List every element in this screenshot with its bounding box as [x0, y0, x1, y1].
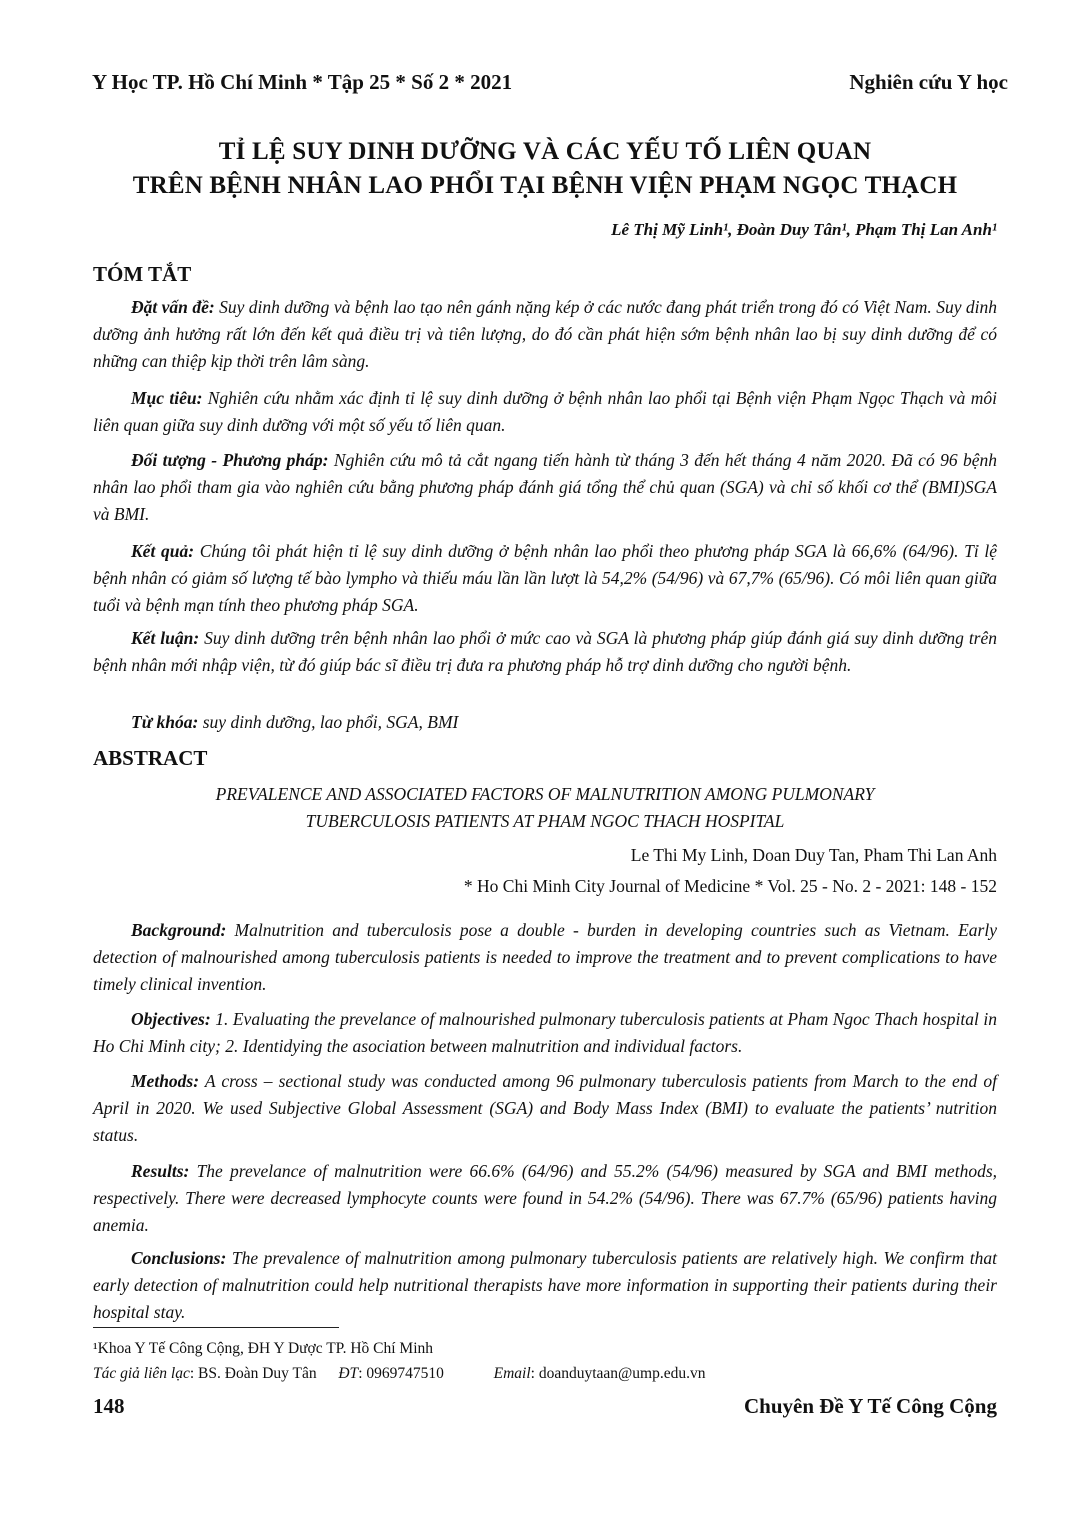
en-methods-label: Methods:: [131, 1071, 200, 1091]
en-authors: Le Thi My Linh, Doan Duy Tan, Pham Thi Lan Anh: [630, 845, 997, 865]
phone-label: ĐT: [338, 1365, 359, 1382]
contact-phone: : 0969747510: [358, 1365, 444, 1382]
vn-conclusion-text: Suy dinh dưỡng trên bệnh nhân lao phổi ở mức cao và SGA là phương pháp giúp đánh giá suy dinh dưỡng trên bệnh nhân mới nhập viện, từ đó giúp bác sĩ điều trị đưa ra phương pháp hỗ trợ dinh dưỡng cho người bệnh.: [93, 628, 998, 675]
vn-results-text: Chúng tôi phát hiện tỉ lệ suy dinh dưỡng ở bệnh nhân lao phổi theo phương pháp SGA là 66,6% (64/96). Tỉ lệ bệnh nhân có giảm số lượng tế bào lympho và thiếu máu lần lần lượt là 54,2% (54/96) và 67,7% (65/96). Có môi liên quan giữa tuổi và bệnh mạn tính theo phương pháp SGA.: [93, 541, 998, 615]
en-citation: * Ho Chi Minh City Journal of Medicine * Vol. 25 - No. 2 - 2021: 148 - 152: [463, 876, 997, 896]
vn-results-label: Kết quả:: [131, 541, 195, 561]
en-objectives-text: 1. Evaluating the prevelance of malnourished pulmonary tuberculosis patients at Pham Ngoc Thach hospital in Ho Chi Minh city; 2. Identidying the asociation between malnutrition and individual factors.: [93, 1009, 998, 1056]
en-title-line2: TUBERCULOSIS PATIENTS AT PHAM NGOC THACH HOSPITAL: [305, 811, 785, 831]
vn-objective-paragraph: [93, 385, 997, 439]
article-title-line1: TỈ LỆ SUY DINH DƯỠNG VÀ CÁC YẾU TỐ LIÊN QUAN: [218, 138, 872, 165]
vn-abstract-heading: TÓM TẮT: [93, 262, 192, 286]
vn-conclusion-label: Kết luận:: [131, 628, 200, 648]
footnote-affiliation: ¹Khoa Y Tế Công Cộng, ĐH Y Dược TP. Hồ Chí Minh: [93, 1340, 434, 1357]
vn-keywords-text: suy dinh dưỡng, lao phổi, SGA, BMI: [202, 712, 459, 732]
vn-methods-label: Đối tượng - Phương pháp:: [131, 450, 329, 470]
en-methods-text: A cross – sectional study was conducted among 96 pulmonary tuberculosis patients from March to the end of April in 2020. We used Subjective Global Assessment (SGA) and Body Mass Index (BMI) to evaluate the patients’ nutrition status.: [93, 1071, 997, 1145]
contact-label: Tác giả liên lạc: [93, 1365, 190, 1382]
en-objectives-label: Objectives:: [131, 1009, 211, 1029]
en-results-label: Results:: [131, 1161, 190, 1181]
footer-section: Chuyên Đề Y Tế Công Cộng: [743, 1394, 997, 1418]
vn-methods-paragraph: [93, 447, 997, 528]
en-background-paragraph: [93, 917, 997, 998]
vn-background-paragraph: [93, 294, 997, 375]
vn-objective-label: Mục tiêu:: [131, 388, 203, 408]
vn-conclusion-paragraph: [93, 625, 997, 679]
en-conclusions-text: The prevalence of malnutrition among pulmonary tuberculosis patients are relatively high. We confirm that early detection of malnutrition could help nutritional therapists have more information in supporting their patients during their hospital stay.: [93, 1248, 997, 1322]
vn-methods-text: Nghiên cứu mô tả cắt ngang tiến hành từ tháng 3 đến hết tháng 4 năm 2020. Đã có 96 bệnh nhân lao phổi tham gia vào nghiên cứu bằng phương pháp đánh giá tổng thể chủ quan (SGA) và chỉ số khối cơ thể (BMI)SGA và BMI.: [93, 450, 998, 524]
journal-header: Y Học TP. Hồ Chí Minh * Tập 25 * Số 2 * 2021: [92, 70, 513, 94]
en-conclusions-paragraph: [93, 1245, 997, 1326]
en-methods-paragraph: [93, 1068, 997, 1149]
en-results-paragraph: [93, 1158, 997, 1239]
en-background-text: Malnutrition and tuberculosis pose a double - burden in developing countries such as Vietnam. Early detection of malnourished among tuberculosis patients is needed to improve the treatment and to prevent complications to have timely clinical invention.: [93, 920, 997, 994]
en-background-label: Background:: [131, 920, 227, 940]
en-results-text: The prevelance of malnutrition were 66.6% (64/96) and 55.2% (54/96) measured by SGA and BMI methods, respectively. There were decreased lymphocyte counts were found in 54.2% (54/96). There was 67.7% (65/96) patients having anemia.: [93, 1161, 998, 1235]
authors: Lê Thị Mỹ Linh¹, Đoàn Duy Tân¹, Phạm Thị Lan Anh¹: [611, 220, 997, 239]
section-header: Nghiên cứu Y học: [849, 70, 1008, 94]
email-label: Email: [493, 1365, 531, 1382]
contact-email: : doanduytaan@ump.edu.vn: [530, 1365, 706, 1382]
contact-name: : BS. Đoàn Duy Tân: [189, 1365, 317, 1382]
vn-keywords-label: Từ khóa:: [131, 712, 199, 732]
footnote-contact: [93, 1365, 993, 1383]
vn-background-label: Đặt vấn đề:: [131, 297, 215, 317]
vn-objective-text: Nghiên cứu nhằm xác định tỉ lệ suy dinh dưỡng ở bệnh nhân lao phổi tại Bệnh viện Phạm Ngọc Thạch và môi liên quan giữa suy dinh dưỡng với một số yếu tố liên quan.: [93, 388, 997, 435]
en-conclusions-label: Conclusions:: [131, 1248, 227, 1268]
en-title-line1: PREVALENCE AND ASSOCIATED FACTORS OF MALNUTRITION AMONG PULMONARY: [215, 784, 875, 804]
page-number: 148: [93, 1394, 125, 1418]
en-abstract-heading: ABSTRACT: [93, 746, 208, 770]
vn-results-paragraph: [93, 538, 997, 619]
article-title-line2: TRÊN BỆNH NHÂN LAO PHỔI TẠI BỆNH VIỆN PHẠM NGỌC THẠCH: [132, 172, 958, 199]
vn-background-text: Suy dinh dưỡng và bệnh lao tạo nên gánh nặng kép ở các nước đang phát triển trong đó có Việt Nam. Suy dinh dưỡng ảnh hưởng rất lớn đến kết quả điều trị và tiên lượng, do đó cần phát hiện sớm bệnh nhân lao bị suy dinh dưỡng để có những can thiệp kịp thời trên lâm sàng.: [93, 297, 997, 371]
footnote-divider: [93, 1327, 339, 1328]
vn-keywords: [93, 712, 458, 733]
en-objectives-paragraph: [93, 1006, 997, 1060]
